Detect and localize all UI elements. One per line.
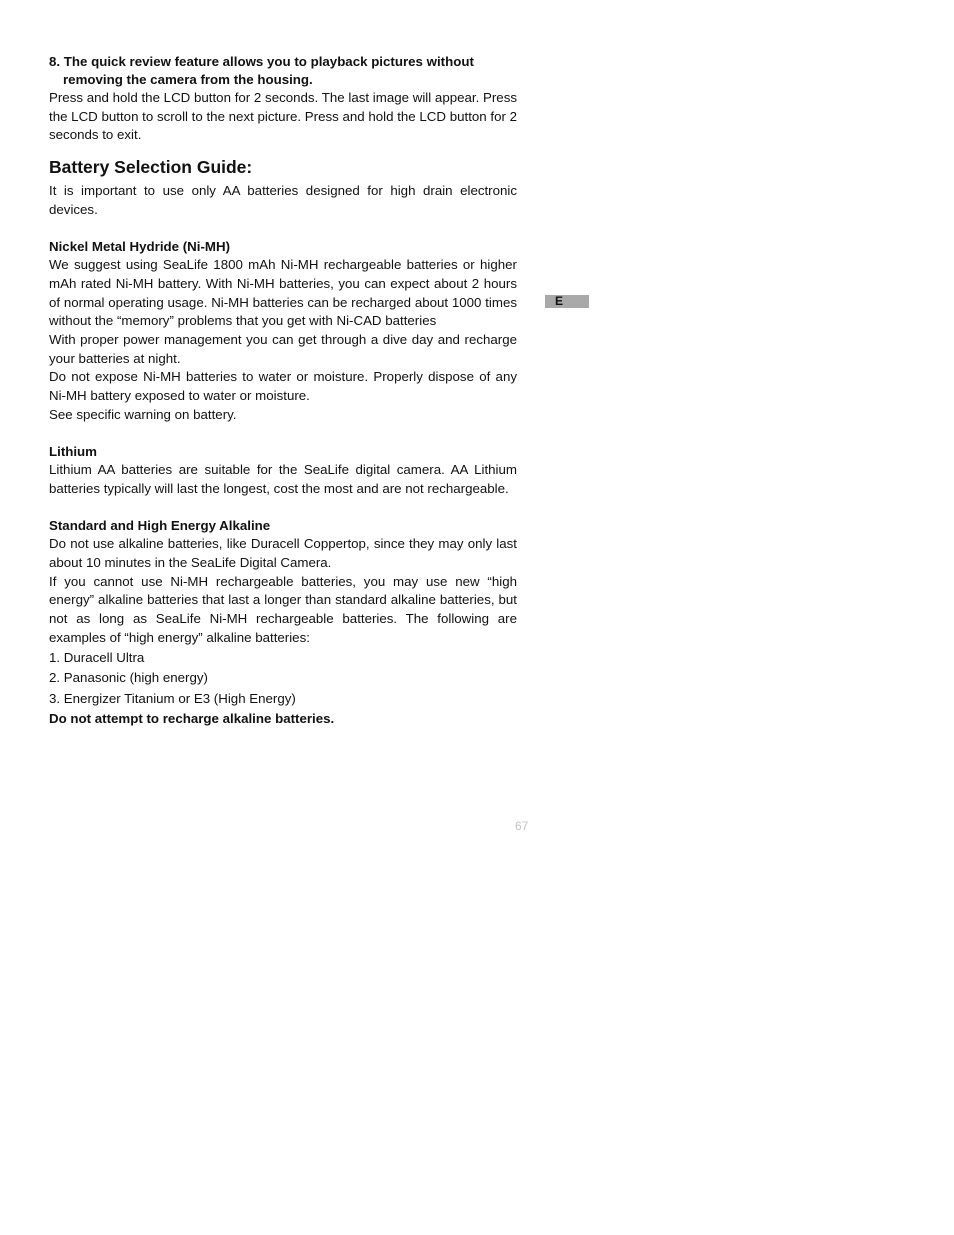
language-tab xyxy=(545,295,589,308)
step-8-body: Press and hold the LCD button for 2 seconds. The last image will appear. Press the LCD button to scroll to the next picture. Press and hold the LCD button for 2 seconds to exit. xyxy=(49,90,517,143)
step-8-heading: 8. The quick review feature allows you to playback pictures without removing the camera from the housing. xyxy=(49,54,474,87)
language-tab-label: E xyxy=(555,294,564,308)
nimh-paragraph-2: With proper power management you can get through a dive day and recharge your batteries at night. xyxy=(49,332,517,366)
nimh-paragraph-4: See specific warning on battery. xyxy=(49,406,237,422)
list-item: 1. Duracell Ultra xyxy=(49,649,145,665)
list-item: 2. Panasonic (high energy) xyxy=(49,670,208,686)
page-number: 67 xyxy=(515,819,529,833)
alkaline-warning: Do not attempt to recharge alkaline batteries. xyxy=(49,711,335,727)
list-item: 3. Energizer Titanium or E3 (High Energy) xyxy=(49,690,296,706)
main-column xyxy=(49,53,517,729)
alkaline-paragraph-2: If you cannot use Ni-MH rechargeable batteries, you may use new “high energy” alkaline batteries that last a longer than standard alkaline batteries, but not as long as SeaLife Ni-MH rechargeable batteries. The following are examples of “high energy” alkaline batteries: xyxy=(49,573,517,645)
nimh-paragraph-3: Do not expose Ni-MH batteries to water or moisture. Properly dispose of any Ni-MH battery exposed to water or moisture. xyxy=(49,369,517,404)
lithium-paragraph: Lithium AA batteries are suitable for the SeaLife digital camera. AA Lithium batteries typically will last the longest, cost the most and are not rechargeable. xyxy=(49,462,517,496)
guide-intro: It is important to use only AA batteries designed for high drain electronic devices. xyxy=(49,183,517,217)
alkaline-title: Standard and High Energy Alkaline xyxy=(49,517,271,533)
section-title: Battery Selection Guide: xyxy=(49,157,253,178)
nimh-title: Nickel Metal Hydride (Ni-MH) xyxy=(49,238,231,254)
lithium-title: Lithium xyxy=(49,443,98,459)
nimh-paragraph-1: We suggest using SeaLife 1800 mAh Ni-MH rechargeable batteries or higher mAh rated Ni-MH battery. With Ni-MH batteries, you can expect about 2 hours of normal operating usage. Ni-MH batteries can be recharged about 1000 times without the “memory” problems that you get with Ni-CAD batteries xyxy=(49,257,517,329)
alkaline-paragraph-1: Do not use alkaline batteries, like Duracell Coppertop, since they may only last about 10 minutes in the SeaLife Digital Camera. xyxy=(49,536,517,571)
